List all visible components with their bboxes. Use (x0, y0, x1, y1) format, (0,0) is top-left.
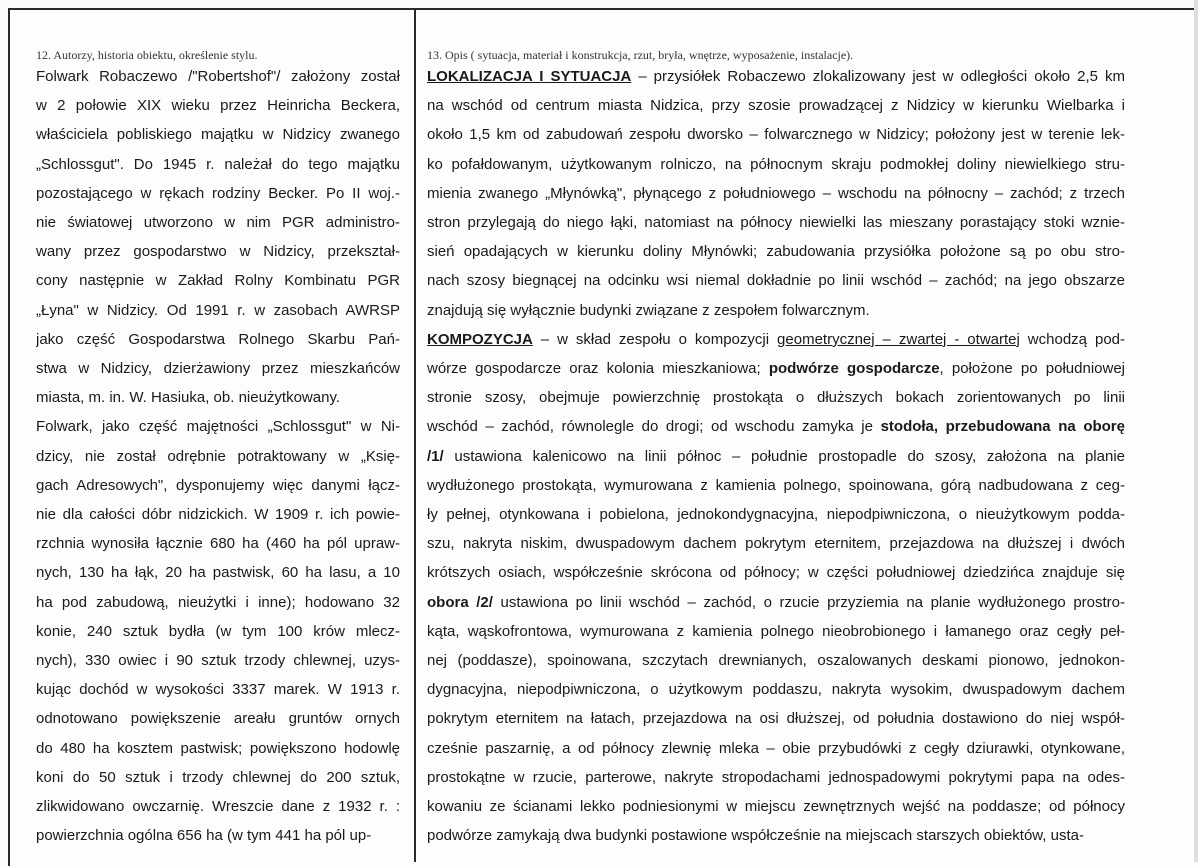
history-line: stwa w Nidzicy, dzierżawiony przez mieszkańców (36, 360, 400, 377)
text-run: podwórze zamykają dwa budynki postawione współcześnie na miejscach starszych obiektów, usta- (427, 827, 1084, 845)
description-line (427, 152, 1125, 178)
description-line (427, 298, 1125, 324)
description-line (427, 706, 1125, 732)
text-run: kowaniu ze ścianami lekko podniesionymi w miejscu zewnętrznych wejść na poddasze; od północy (427, 798, 1125, 815)
emphasized-text: KOMPOZYCJA (427, 330, 533, 348)
text-run: na wschód od centrum miasta Nidzica, przy szosie prowadzącej z Nidzicy w kierunku Wielbarka i (427, 97, 1125, 115)
emphasized-text: geometrycznej – zwartej - otwartej (777, 330, 1020, 348)
history-line: rzchnia wynosiła łącznie 680 ha (460 ha pól upraw- (36, 535, 400, 553)
history-line: właściciela pobliskiego majątku w Nidzicy zwanego (36, 126, 400, 144)
text-run: znajdują się wyłącznie budynki związane z zespołem folwarcznym. (427, 301, 870, 319)
scan-edge (1194, 0, 1198, 862)
history-line: nie dla całości dóbr nidzickich. W 1909 r. ich powie- (36, 506, 400, 523)
text-run: stronie szosy, obejmuje powierzchnię prostokąta o dłuższych bokach zorientowanych po linii (427, 389, 1125, 407)
emphasized-text: obora /2/ (427, 593, 493, 611)
text-run: – przysiółek Robaczewo zlokalizowany jest w odległości około 2,5 km (631, 68, 1125, 85)
text-run: ustawiona kalenicowo na linii północ – południe prostopadle do szosy, założona na planie (443, 447, 1125, 465)
description-line (427, 356, 1125, 382)
text-run: pokrytym eternitem na łatach, przejazdowa na osi dłuższej, od południa dostawiono do niej współ- (427, 710, 1125, 728)
section-13-caption: 13. Opis ( sytuacja, materiał i konstrukcja, rzut, bryła, wnętrze, wyposażenie, instalacje). (427, 48, 854, 62)
history-line: do 480 ha kosztem pastwisk; powiększono hodowlę (36, 739, 400, 757)
description-line (427, 736, 1125, 762)
description-line (427, 823, 1125, 849)
text-run: około 1,5 km od zabudowań zespołu dworsko – folwarcznego w Nidzicy; położony jest w terenie lek- (427, 126, 1125, 144)
text-run: szu, nakryta niskim, dwuspadowym dachem pokrytym eternitem, przejazdowa na dłuższej i dwóch (427, 535, 1125, 553)
history-line: koni do 50 sztuk i trzody chlewnej do 200 sztuk, (36, 768, 400, 786)
history-line: powierzchnia ogólna 656 ha (w tym 441 ha pól up- (36, 827, 372, 845)
text-run: wórze gospodarcze oraz kolonia mieszkaniowa; (427, 360, 769, 377)
history-line: miasta, m. in. W. Hasiuka, ob. nieużytkowany. (36, 389, 341, 407)
description-line (427, 560, 1125, 586)
column-divider (414, 10, 416, 862)
text-run: , położone po południowej (939, 360, 1125, 377)
description-line (427, 414, 1125, 440)
text-run: ły pełnej, otynkowana i pobielona, jednokondygnacyjna, niepodpiwniczona, o nieużytkowym podda- (427, 506, 1125, 523)
history-line: pozostającego w rękach rodziny Becker. Po II woj.- (36, 184, 400, 202)
description-line (427, 239, 1125, 265)
history-line: Folwark Robaczewo /"Robertshof"/ założony został (36, 68, 400, 85)
history-line: zlikwidowano owczarnię. Wreszcie dane z 1932 r. : (36, 798, 400, 815)
text-run: dygnacyjna, niepodpiwniczona, o użytkowym poddaszu, nakryta wysokim, dwuspadowym dachem (427, 681, 1125, 699)
text-run: sień opadających w kierunku doliny Młynówki; zabudowania przysiółka położone są po obu stro- (427, 243, 1125, 261)
text-run: – w skład zespołu o kompozycji (532, 330, 778, 348)
description-line (427, 648, 1125, 674)
description-line (427, 64, 1125, 90)
text-run: stron przylegają do niego łąki, natomiast na północy niewielki las mieszany porastający stoki wznie- (427, 214, 1125, 231)
history-line: „Łyna" w Nidzicy. Od 1991 r. w zasobach AWRSP (36, 301, 400, 319)
text-run: nach szosy biegnącej na odcinku wsi niemal dokładnie po linii wschód – zachód; na jego obszarze (427, 272, 1125, 290)
description-line (427, 181, 1125, 207)
emphasized-text: stodoła, przebudowana na oborę (880, 418, 1125, 436)
text-run: mienia zwanego „Młynówką", płynącego z południowego – wschodu na północny – zachód; z trzech (427, 184, 1125, 202)
emphasized-text: /1/ (427, 447, 444, 465)
text-run: wydłużonego prostokąta, wymurowana z kamienia polnego, spoinowana, górą nadbudowana z ceg- (427, 476, 1125, 494)
description-line (427, 93, 1125, 119)
history-line: kując dochód w wysokości 3337 marek. W 1913 r. (36, 681, 400, 699)
history-line: odnotowano powiększenie areału gruntów ornych (36, 710, 400, 728)
history-line: nie światowej utworzono w nim PGR administro- (36, 214, 400, 231)
history-line: w 2 połowie XIX wieku przez Heinricha Beckera, (36, 97, 400, 115)
text-run: kąta, wąskofrontowa, wymurowana z kamienia polnego nieobrobionego i łamanego oraz cegły peł- (427, 622, 1125, 640)
text-run: prostokątne w rzucie, parterowe, nakryte stropodachami jednospadowymi pokrytymi papa na odes- (427, 768, 1125, 786)
description-line (427, 473, 1125, 499)
text-run: nej (poddasze), spoinowana, szczytach drewnianych, oszalowanych deskami pionowo, jednokon- (427, 652, 1125, 669)
description-line (427, 444, 1125, 470)
history-line: wany przez gospodarstwo w Nidzicy, przekształ- (36, 243, 400, 261)
description-line (427, 794, 1125, 820)
description-line (427, 122, 1125, 148)
description-line (427, 531, 1125, 557)
text-run: ko pofałdowanym, użytkowanym rolniczo, na północnym skraju podmokłej doliny niewielkiego stru- (427, 155, 1125, 173)
text-run: cześnie paszarnię, a od północy zlewnię mleka – obie przybudówki z cegły dziurawki, otynkowane, (427, 739, 1125, 757)
history-line: dzicy, nie został odrębnie potraktowany w „Księ- (36, 447, 400, 465)
history-line: gach Adresowych", dysponujemy więc danymi łącz- (36, 476, 400, 494)
emphasized-text: LOKALIZACJA I SYTUACJA (427, 68, 632, 85)
text-run: wchodzą pod- (1019, 330, 1125, 348)
history-line: jako część Gospodarstwa Rolnego Skarbu Pań- (36, 330, 400, 348)
history-line: konie, 240 sztuk bydła (w tym 100 krów mlecz- (36, 622, 400, 640)
emphasized-text: podwórze gospodarcze (768, 360, 940, 377)
description-line (427, 327, 1125, 353)
description-line (427, 619, 1125, 645)
description-line (427, 210, 1125, 236)
section-12-caption: 12. Autorzy, historia obiektu, określenie stylu. (36, 48, 258, 62)
history-line: cony następnie w Zakład Rolny Kombinatu PGR (36, 272, 400, 290)
history-line: nych), 330 owiec i 90 sztuk trzody chlewnej, uzys- (36, 652, 400, 669)
description-line (427, 268, 1125, 294)
description-line (427, 502, 1125, 528)
text-run: ustawiona po linii wschód – zachód, o rzucie przyziemia na planie wydłużonego prostro- (492, 593, 1125, 611)
description-line (427, 385, 1125, 411)
history-line: Folwark, jako część majętności „Schlossgut" w Ni- (36, 418, 400, 436)
description-line (427, 590, 1125, 616)
history-line: „Schlossgut". Do 1945 r. należał do tego majątku (36, 155, 400, 173)
text-run: krótszych osiach, współcześnie skrócona od północy; w części południowej dziedzińca znajduje się (427, 564, 1125, 582)
description-line (427, 765, 1125, 791)
text-run: wschód – zachód, równolegle do drogi; od wschodu zamyka je (427, 418, 881, 436)
description-line (427, 677, 1125, 703)
history-line: nych, 130 ha łąk, 20 ha pastwisk, 60 ha lasu, a 10 (36, 564, 400, 582)
history-line: ha pod zabudową, nieużytki i inne); hodowano 32 (36, 593, 400, 611)
